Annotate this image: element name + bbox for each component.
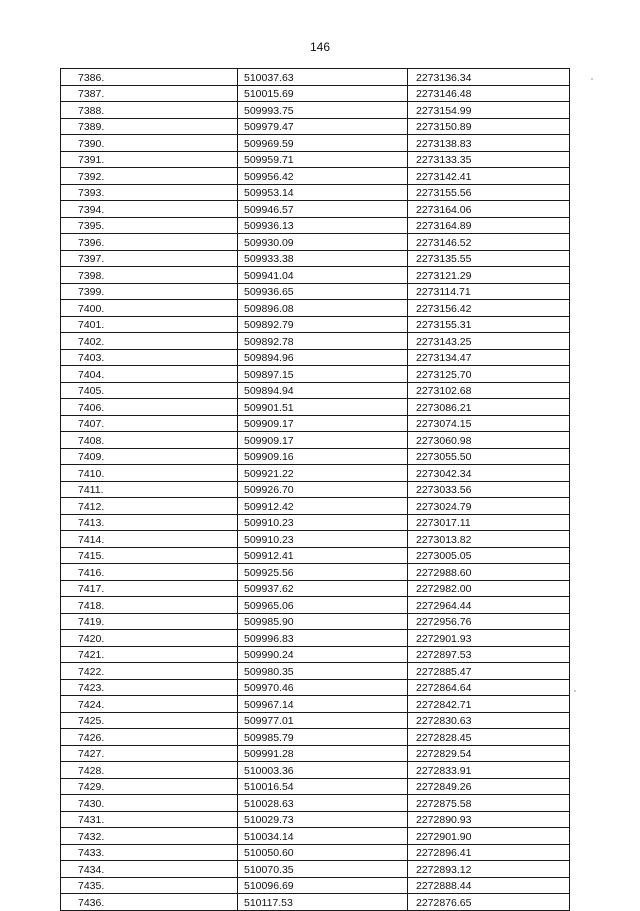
y-coordinate-cell: 2272828.45 bbox=[408, 729, 570, 746]
x-coordinate-cell: 509980.35 bbox=[238, 663, 408, 680]
table-row bbox=[61, 844, 570, 861]
table-row bbox=[61, 514, 570, 531]
table-row bbox=[61, 69, 570, 86]
y-coordinate-cell: 2272842.71 bbox=[408, 696, 570, 713]
table-row bbox=[61, 184, 570, 201]
y-coordinate-cell: 2272982.00 bbox=[408, 580, 570, 597]
x-coordinate-cell: 509991.28 bbox=[238, 745, 408, 762]
table-row bbox=[61, 465, 570, 482]
y-coordinate-cell: 2273135.55 bbox=[408, 250, 570, 267]
table-row bbox=[61, 234, 570, 251]
table-row bbox=[61, 135, 570, 152]
point-number-cell: 7433. bbox=[61, 844, 238, 861]
x-coordinate-cell: 509970.46 bbox=[238, 679, 408, 696]
y-coordinate-cell: 2272829.54 bbox=[408, 745, 570, 762]
y-coordinate-cell: 2273114.71 bbox=[408, 283, 570, 300]
y-coordinate-cell: 2272876.65 bbox=[408, 894, 570, 911]
point-number-cell: 7396. bbox=[61, 234, 238, 251]
y-coordinate-cell: 2273146.52 bbox=[408, 234, 570, 251]
point-number-cell: 7387. bbox=[61, 85, 238, 102]
point-number-cell: 7421. bbox=[61, 646, 238, 663]
point-number-cell: 7403. bbox=[61, 349, 238, 366]
table-row bbox=[61, 481, 570, 498]
table-row bbox=[61, 267, 570, 284]
table-row bbox=[61, 498, 570, 515]
point-number-cell: 7386. bbox=[61, 69, 238, 86]
x-coordinate-cell: 509933.38 bbox=[238, 250, 408, 267]
x-coordinate-cell: 510117.53 bbox=[238, 894, 408, 911]
table-row bbox=[61, 762, 570, 779]
y-coordinate-cell: 2273146.48 bbox=[408, 85, 570, 102]
table-row bbox=[61, 300, 570, 317]
y-coordinate-cell: 2272888.44 bbox=[408, 877, 570, 894]
table-row bbox=[61, 613, 570, 630]
y-coordinate-cell: 2273156.42 bbox=[408, 300, 570, 317]
x-coordinate-cell: 509892.79 bbox=[238, 316, 408, 333]
y-coordinate-cell: 2272897.53 bbox=[408, 646, 570, 663]
table-row bbox=[61, 382, 570, 399]
y-coordinate-cell: 2273013.82 bbox=[408, 531, 570, 548]
table-row bbox=[61, 828, 570, 845]
coordinate-table bbox=[60, 68, 570, 911]
table-row bbox=[61, 894, 570, 911]
x-coordinate-cell: 509993.75 bbox=[238, 102, 408, 119]
y-coordinate-cell: 2273154.99 bbox=[408, 102, 570, 119]
y-coordinate-cell: 2272864.64 bbox=[408, 679, 570, 696]
y-coordinate-cell: 2272830.63 bbox=[408, 712, 570, 729]
table-row bbox=[61, 349, 570, 366]
point-number-cell: 7399. bbox=[61, 283, 238, 300]
table-row bbox=[61, 102, 570, 119]
x-coordinate-cell: 509912.42 bbox=[238, 498, 408, 515]
point-number-cell: 7436. bbox=[61, 894, 238, 911]
point-number-cell: 7407. bbox=[61, 415, 238, 432]
x-coordinate-cell: 510016.54 bbox=[238, 778, 408, 795]
x-coordinate-cell: 509892.78 bbox=[238, 333, 408, 350]
x-coordinate-cell: 510015.69 bbox=[238, 85, 408, 102]
y-coordinate-cell: 2273033.56 bbox=[408, 481, 570, 498]
point-number-cell: 7429. bbox=[61, 778, 238, 795]
x-coordinate-cell: 509990.24 bbox=[238, 646, 408, 663]
x-coordinate-cell: 509959.71 bbox=[238, 151, 408, 168]
x-coordinate-cell: 509969.59 bbox=[238, 135, 408, 152]
x-coordinate-cell: 510003.36 bbox=[238, 762, 408, 779]
y-coordinate-cell: 2273155.56 bbox=[408, 184, 570, 201]
point-number-cell: 7431. bbox=[61, 811, 238, 828]
table-row bbox=[61, 564, 570, 581]
point-number-cell: 7398. bbox=[61, 267, 238, 284]
y-coordinate-cell: 2272875.58 bbox=[408, 795, 570, 812]
scan-speck bbox=[591, 78, 593, 80]
scan-speck bbox=[574, 690, 576, 692]
point-number-cell: 7400. bbox=[61, 300, 238, 317]
x-coordinate-cell: 509946.57 bbox=[238, 201, 408, 218]
point-number-cell: 7392. bbox=[61, 168, 238, 185]
y-coordinate-cell: 2273142.41 bbox=[408, 168, 570, 185]
page-number: 146 bbox=[309, 40, 331, 54]
x-coordinate-cell: 509936.13 bbox=[238, 217, 408, 234]
x-coordinate-cell: 510050.60 bbox=[238, 844, 408, 861]
point-number-cell: 7419. bbox=[61, 613, 238, 630]
y-coordinate-cell: 2273005.05 bbox=[408, 547, 570, 564]
point-number-cell: 7415. bbox=[61, 547, 238, 564]
point-number-cell: 7413. bbox=[61, 514, 238, 531]
y-coordinate-cell: 2272988.60 bbox=[408, 564, 570, 581]
x-coordinate-cell: 509937.62 bbox=[238, 580, 408, 597]
table-row bbox=[61, 415, 570, 432]
table-row bbox=[61, 778, 570, 795]
point-number-cell: 7427. bbox=[61, 745, 238, 762]
y-coordinate-cell: 2273060.98 bbox=[408, 432, 570, 449]
point-number-cell: 7391. bbox=[61, 151, 238, 168]
table-row bbox=[61, 448, 570, 465]
y-coordinate-cell: 2273143.25 bbox=[408, 333, 570, 350]
point-number-cell: 7394. bbox=[61, 201, 238, 218]
y-coordinate-cell: 2273150.89 bbox=[408, 118, 570, 135]
point-number-cell: 7425. bbox=[61, 712, 238, 729]
table-row bbox=[61, 399, 570, 416]
point-number-cell: 7404. bbox=[61, 366, 238, 383]
y-coordinate-cell: 2273017.11 bbox=[408, 514, 570, 531]
x-coordinate-cell: 509985.90 bbox=[238, 613, 408, 630]
table-row bbox=[61, 201, 570, 218]
point-number-cell: 7389. bbox=[61, 118, 238, 135]
x-coordinate-cell: 509909.17 bbox=[238, 415, 408, 432]
table-row bbox=[61, 811, 570, 828]
y-coordinate-cell: 2273164.06 bbox=[408, 201, 570, 218]
point-number-cell: 7420. bbox=[61, 630, 238, 647]
table-row bbox=[61, 597, 570, 614]
y-coordinate-cell: 2272893.12 bbox=[408, 861, 570, 878]
y-coordinate-cell: 2273125.70 bbox=[408, 366, 570, 383]
table-row bbox=[61, 118, 570, 135]
point-number-cell: 7395. bbox=[61, 217, 238, 234]
x-coordinate-cell: 509965.06 bbox=[238, 597, 408, 614]
x-coordinate-cell: 510029.73 bbox=[238, 811, 408, 828]
y-coordinate-cell: 2273055.50 bbox=[408, 448, 570, 465]
point-number-cell: 7406. bbox=[61, 399, 238, 416]
point-number-cell: 7405. bbox=[61, 382, 238, 399]
table-row bbox=[61, 795, 570, 812]
table-row bbox=[61, 646, 570, 663]
y-coordinate-cell: 2272896.41 bbox=[408, 844, 570, 861]
table-row bbox=[61, 151, 570, 168]
x-coordinate-cell: 509912.41 bbox=[238, 547, 408, 564]
x-coordinate-cell: 509909.16 bbox=[238, 448, 408, 465]
table-row bbox=[61, 696, 570, 713]
point-number-cell: 7428. bbox=[61, 762, 238, 779]
point-number-cell: 7401. bbox=[61, 316, 238, 333]
x-coordinate-cell: 509967.14 bbox=[238, 696, 408, 713]
point-number-cell: 7424. bbox=[61, 696, 238, 713]
table-row bbox=[61, 547, 570, 564]
point-number-cell: 7410. bbox=[61, 465, 238, 482]
y-coordinate-cell: 2272964.44 bbox=[408, 597, 570, 614]
point-number-cell: 7402. bbox=[61, 333, 238, 350]
x-coordinate-cell: 509996.83 bbox=[238, 630, 408, 647]
x-coordinate-cell: 509897.15 bbox=[238, 366, 408, 383]
x-coordinate-cell: 509901.51 bbox=[238, 399, 408, 416]
point-number-cell: 7426. bbox=[61, 729, 238, 746]
point-number-cell: 7435. bbox=[61, 877, 238, 894]
x-coordinate-cell: 509909.17 bbox=[238, 432, 408, 449]
x-coordinate-cell: 509941.04 bbox=[238, 267, 408, 284]
table-row bbox=[61, 217, 570, 234]
y-coordinate-cell: 2273074.15 bbox=[408, 415, 570, 432]
table-row bbox=[61, 580, 570, 597]
x-coordinate-cell: 509925.56 bbox=[238, 564, 408, 581]
y-coordinate-cell: 2272885.47 bbox=[408, 663, 570, 680]
y-coordinate-cell: 2273164.89 bbox=[408, 217, 570, 234]
table-row bbox=[61, 712, 570, 729]
table-row bbox=[61, 745, 570, 762]
y-coordinate-cell: 2273042.34 bbox=[408, 465, 570, 482]
x-coordinate-cell: 509979.47 bbox=[238, 118, 408, 135]
x-coordinate-cell: 509953.14 bbox=[238, 184, 408, 201]
y-coordinate-cell: 2272890.93 bbox=[408, 811, 570, 828]
point-number-cell: 7430. bbox=[61, 795, 238, 812]
x-coordinate-cell: 509921.22 bbox=[238, 465, 408, 482]
x-coordinate-cell: 509956.42 bbox=[238, 168, 408, 185]
table-row bbox=[61, 679, 570, 696]
y-coordinate-cell: 2273155.31 bbox=[408, 316, 570, 333]
y-coordinate-cell: 2273102.68 bbox=[408, 382, 570, 399]
y-coordinate-cell: 2273138.83 bbox=[408, 135, 570, 152]
x-coordinate-cell: 510034.14 bbox=[238, 828, 408, 845]
point-number-cell: 7423. bbox=[61, 679, 238, 696]
point-number-cell: 7390. bbox=[61, 135, 238, 152]
coordinate-table-body bbox=[61, 69, 570, 911]
table-row bbox=[61, 333, 570, 350]
point-number-cell: 7416. bbox=[61, 564, 238, 581]
table-row bbox=[61, 432, 570, 449]
x-coordinate-cell: 510096.69 bbox=[238, 877, 408, 894]
x-coordinate-cell: 509896.08 bbox=[238, 300, 408, 317]
table-row bbox=[61, 316, 570, 333]
y-coordinate-cell: 2273086.21 bbox=[408, 399, 570, 416]
x-coordinate-cell: 510028.63 bbox=[238, 795, 408, 812]
point-number-cell: 7418. bbox=[61, 597, 238, 614]
x-coordinate-cell: 509894.94 bbox=[238, 382, 408, 399]
x-coordinate-cell: 509894.96 bbox=[238, 349, 408, 366]
table-row bbox=[61, 85, 570, 102]
point-number-cell: 7412. bbox=[61, 498, 238, 515]
y-coordinate-cell: 2272849.26 bbox=[408, 778, 570, 795]
x-coordinate-cell: 509985.79 bbox=[238, 729, 408, 746]
x-coordinate-cell: 509977.01 bbox=[238, 712, 408, 729]
point-number-cell: 7422. bbox=[61, 663, 238, 680]
table-row bbox=[61, 168, 570, 185]
point-number-cell: 7411. bbox=[61, 481, 238, 498]
y-coordinate-cell: 2272901.93 bbox=[408, 630, 570, 647]
table-row bbox=[61, 729, 570, 746]
point-number-cell: 7414. bbox=[61, 531, 238, 548]
table-row bbox=[61, 531, 570, 548]
y-coordinate-cell: 2273121.29 bbox=[408, 267, 570, 284]
table-row bbox=[61, 630, 570, 647]
x-coordinate-cell: 509936.65 bbox=[238, 283, 408, 300]
y-coordinate-cell: 2272901.90 bbox=[408, 828, 570, 845]
x-coordinate-cell: 509910.23 bbox=[238, 514, 408, 531]
point-number-cell: 7393. bbox=[61, 184, 238, 201]
point-number-cell: 7409. bbox=[61, 448, 238, 465]
y-coordinate-cell: 2272956.76 bbox=[408, 613, 570, 630]
y-coordinate-cell: 2273136.34 bbox=[408, 69, 570, 86]
point-number-cell: 7432. bbox=[61, 828, 238, 845]
point-number-cell: 7434. bbox=[61, 861, 238, 878]
table-row bbox=[61, 861, 570, 878]
table-row bbox=[61, 366, 570, 383]
x-coordinate-cell: 509930.09 bbox=[238, 234, 408, 251]
point-number-cell: 7397. bbox=[61, 250, 238, 267]
y-coordinate-cell: 2273134.47 bbox=[408, 349, 570, 366]
x-coordinate-cell: 509926.70 bbox=[238, 481, 408, 498]
point-number-cell: 7417. bbox=[61, 580, 238, 597]
x-coordinate-cell: 510070.35 bbox=[238, 861, 408, 878]
table-row bbox=[61, 877, 570, 894]
table-row bbox=[61, 663, 570, 680]
table-row bbox=[61, 250, 570, 267]
point-number-cell: 7408. bbox=[61, 432, 238, 449]
y-coordinate-cell: 2273024.79 bbox=[408, 498, 570, 515]
point-number-cell: 7388. bbox=[61, 102, 238, 119]
x-coordinate-cell: 509910.23 bbox=[238, 531, 408, 548]
table-row bbox=[61, 283, 570, 300]
x-coordinate-cell: 510037.63 bbox=[238, 69, 408, 86]
y-coordinate-cell: 2273133.35 bbox=[408, 151, 570, 168]
y-coordinate-cell: 2272833.91 bbox=[408, 762, 570, 779]
